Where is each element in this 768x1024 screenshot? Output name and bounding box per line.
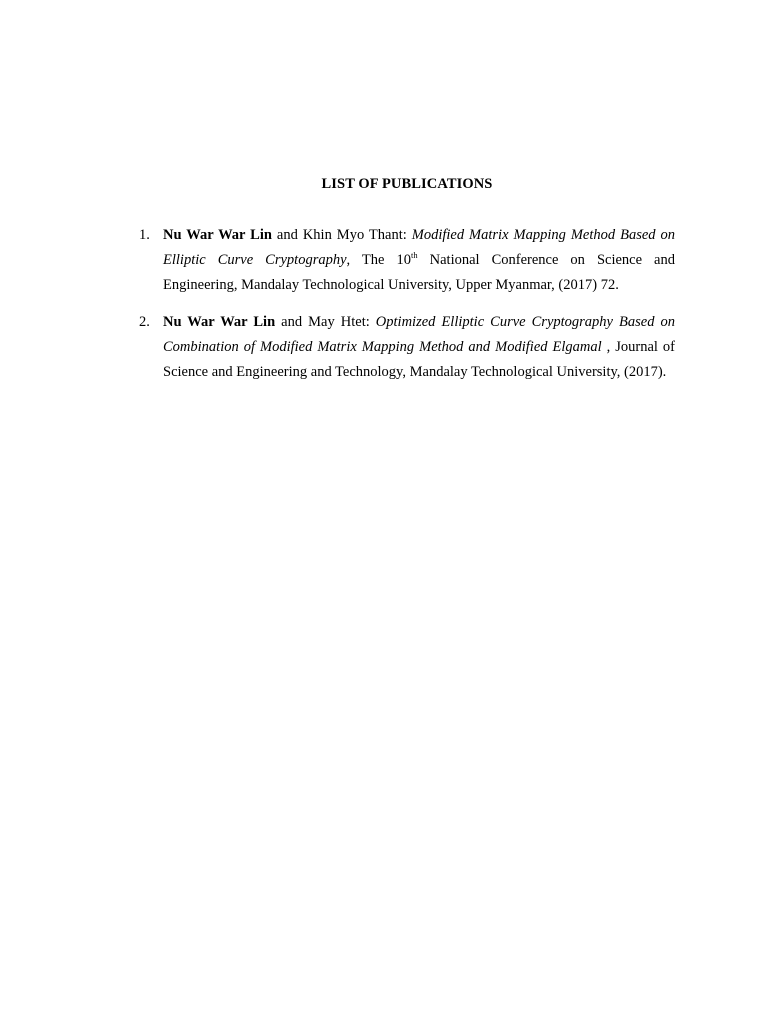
publication-item-1 bbox=[139, 223, 675, 298]
venue-text: , The 10 bbox=[346, 252, 411, 268]
coauthors: and Khin Myo Thant: bbox=[271, 227, 412, 243]
publication-number: 1. bbox=[139, 227, 150, 243]
publication-number: 2. bbox=[139, 314, 150, 330]
venue-text: , Journal of Science and Engineering and Technology, Mandalay Technological University, (2017). bbox=[163, 339, 676, 380]
ordinal-suffix: th bbox=[410, 250, 418, 260]
page-title: LIST OF PUBLICATIONS bbox=[321, 176, 493, 192]
lead-author: Nu War War Lin bbox=[163, 227, 272, 243]
coauthors: and May Htet: bbox=[275, 314, 376, 330]
lead-author: Nu War War Lin bbox=[163, 314, 276, 330]
publication-item-2 bbox=[139, 310, 675, 385]
publication-list bbox=[139, 223, 675, 397]
venue-text-continued: National Conference on Science and Engineering, Mandalay Technological University, Upper Myanmar, (2017) 72. bbox=[163, 252, 675, 293]
publication-title: Modified Matrix Mapping Method Based on Elliptic Curve Cryptography bbox=[163, 227, 675, 268]
publication-title: Optimized Elliptic Curve Cryptography Based on Combination of Modified Matrix Mapping Method and Modified Elgamal bbox=[163, 314, 675, 355]
